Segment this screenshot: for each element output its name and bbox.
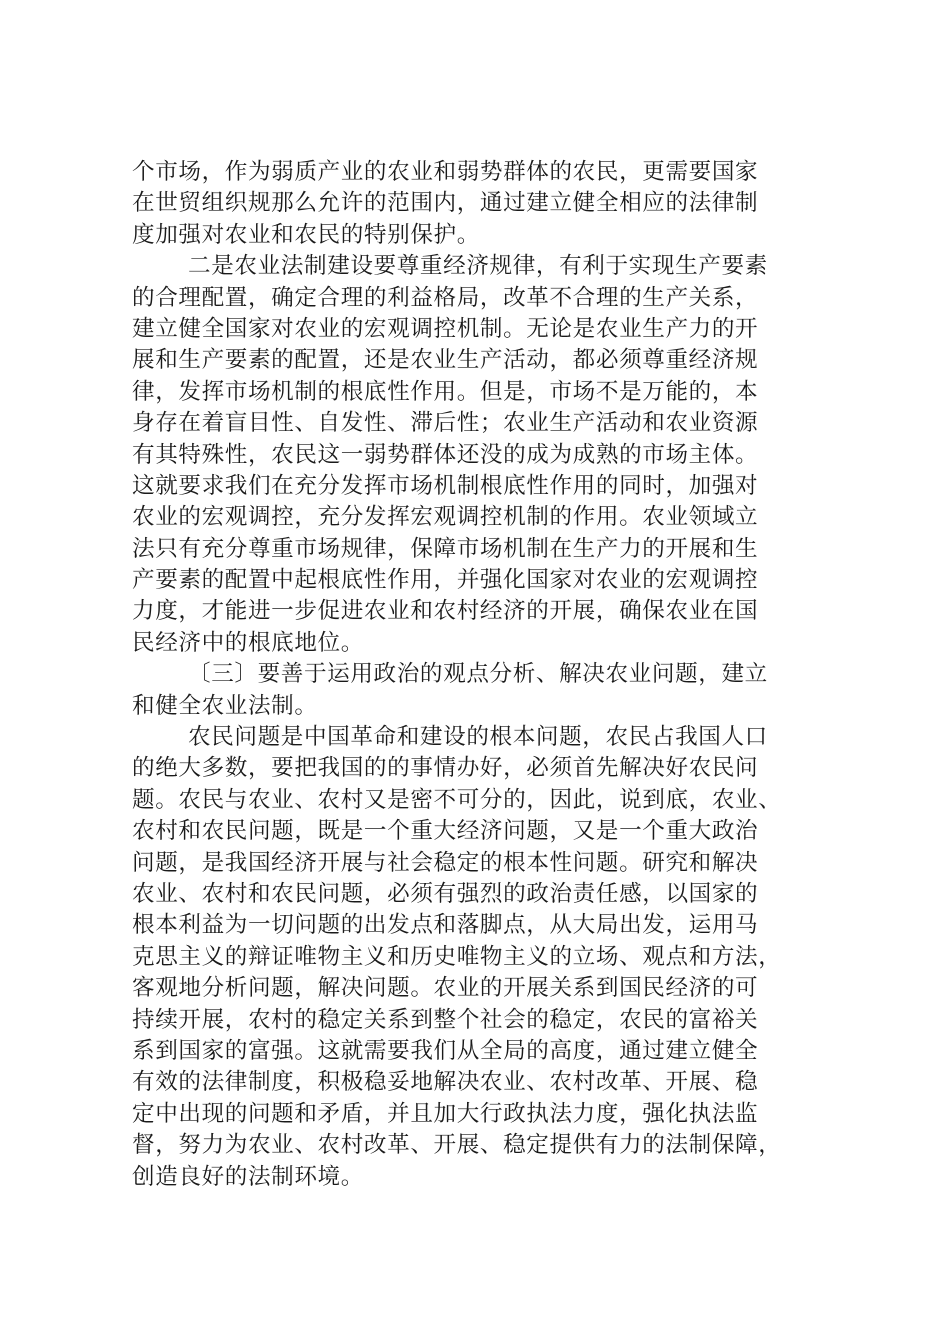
- text-line: 创造良好的法制环境。: [132, 1163, 364, 1190]
- text-line: 问题，是我国经济开展与社会稳定的根本性问题。研究和解决: [132, 849, 759, 876]
- text-line: 力度，才能进一步促进农业和农村经济的开展，确保农业在国: [132, 598, 759, 625]
- text-line: 和健全农业法制。: [132, 692, 318, 719]
- text-line: 建立健全国家对农业的宏观调控机制。无论是农业生产力的开: [132, 315, 759, 342]
- paragraph-p2: [132, 251, 822, 659]
- paragraph-p1: [132, 157, 822, 251]
- text-line: 题。农民与农业、农村又是密不可分的，因此，说到底，农业、: [132, 786, 782, 813]
- text-line: 持续开展，农村的稳定关系到整个社会的稳定，农民的富裕关: [132, 1006, 759, 1033]
- text-line: 度加强对农业和农民的特别保护。: [132, 221, 480, 248]
- text-line: 农业、农村和农民问题，必须有强烈的政治责任感，以国家的: [132, 880, 759, 907]
- text-line: 农民问题是中国革命和建设的根本问题，农民占我国人口: [188, 724, 768, 751]
- text-line: 民经济中的根底地位。: [132, 629, 364, 656]
- text-line: 督，努力为农业、农村改革、开展、稳定提供有力的法制保障，: [132, 1132, 782, 1159]
- text-line: 客观地分析问题，解决问题。农业的开展关系到国民经济的可: [132, 975, 759, 1002]
- text-line: 个市场，作为弱质产业的农业和弱势群体的农民，更需要国家: [132, 159, 759, 185]
- text-line: 在世贸组织规那么允许的范围内，通过建立健全相应的法律制: [132, 190, 759, 217]
- text-line: 二是农业法制建设要尊重经济规律，有利于实现生产要素: [188, 253, 768, 280]
- text-line: 身存在着盲目性、自发性、滞后性；农业生产活动和农业资源: [132, 410, 759, 437]
- document-body: [132, 157, 822, 1193]
- text-line: 律，发挥市场机制的根底性作用。但是，市场不是万能的，本: [132, 378, 759, 405]
- paragraph-p3: [132, 659, 822, 722]
- text-line: 有效的法律制度，积极稳妥地解决农业、农村改革、开展、稳: [132, 1069, 759, 1096]
- text-line: 系到国家的富强。这就需要我们从全局的高度，通过建立健全: [132, 1037, 759, 1064]
- text-line: 的绝大多数，要把我国的的事情办好，必须首先解决好农民问: [132, 755, 759, 782]
- text-line: 法只有充分尊重市场规律，保障市场机制在生产力的开展和生: [132, 535, 759, 562]
- text-line: 定中出现的问题和矛盾，并且加大行政执法力度，强化执法监: [132, 1100, 759, 1127]
- text-line: 农村和农民问题，既是一个重大经济问题，又是一个重大政治: [132, 818, 759, 845]
- paragraph-p4: [132, 722, 822, 1193]
- text-line: 展和生产要素的配置，还是农业生产活动，都必须尊重经济规: [132, 347, 759, 374]
- text-line: 这就要求我们在充分发挥市场机制根底性作用的同时，加强对: [132, 472, 759, 499]
- text-line: 克思主义的辩证唯物主义和历史唯物主义的立场、观点和方法，: [132, 943, 782, 970]
- text-line: 产要素的配置中起根底性作用，并强化国家对农业的宏观调控: [132, 567, 759, 594]
- text-line: 根本利益为一切问题的出发点和落脚点，从大局出发，运用马: [132, 912, 759, 939]
- text-line: 的合理配置，确定合理的利益格局，改革不合理的生产关系，: [132, 284, 759, 311]
- text-line: 农业的宏观调控，充分发挥宏观调控机制的作用。农业领域立: [132, 504, 759, 531]
- text-line: 有其特殊性，农民这一弱势群体还没的成为成熟的市场主体。: [132, 441, 759, 468]
- text-line: 〔三〕要善于运用政治的观点分析、解决农业问题，建立: [188, 661, 768, 688]
